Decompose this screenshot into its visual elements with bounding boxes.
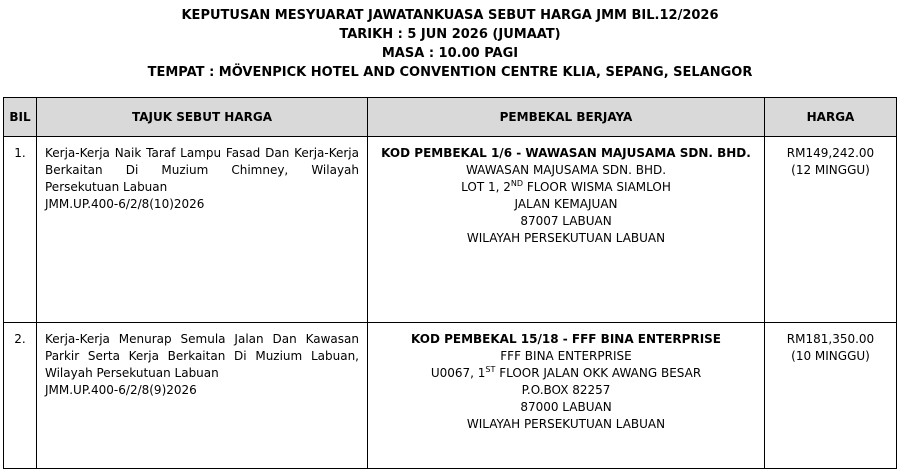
supplier-postcode: 87007 LABUAN — [520, 214, 612, 228]
tender-title-cell — [37, 137, 368, 323]
price-cell — [765, 137, 897, 323]
col-header-pembekal: PEMBEKAL BERJAYA — [368, 98, 765, 137]
tender-reference: JMM.UP.400-6/2/8(10)2026 — [45, 197, 205, 211]
meeting-date: TARIKH : 5 JUN 2026 (JUMAAT) — [339, 27, 561, 42]
price-cell — [765, 323, 897, 469]
supplier-name: WAWASAN MAJUSAMA SDN. BHD. — [465, 163, 667, 177]
supplier-address-line1: LOT 1, 2ND FLOOR WISMA SIAMLOH — [461, 179, 671, 194]
supplier-address-line2: P.O.BOX 82257 — [521, 383, 611, 397]
supplier-code: KOD PEMBEKAL 1/6 - WAWASAN MAJUSAMA SDN. BHD. — [381, 146, 751, 160]
supplier-state: WILAYAH PERSEKUTUAN LABUAN — [466, 417, 666, 431]
meeting-time: MASA : 10.00 PAGI — [381, 46, 519, 61]
tender-title: Kerja-Kerja Menurap Semula Jalan Dan Kawasan Parkir Serta Kerja Berkaitan Di Muzium Labuan, Wilayah Persekutuan Labuan — [45, 332, 359, 380]
row-number: 1. — [4, 137, 37, 323]
supplier-cell — [368, 137, 765, 323]
supplier-address-line1: U0067, 1ST FLOOR JALAN OKK AWANG BESAR — [430, 365, 702, 380]
table-header-row — [4, 98, 897, 137]
col-header-tajuk: TAJUK SEBUT HARGA — [37, 98, 368, 137]
row-number: 2. — [4, 323, 37, 469]
supplier-postcode: 87000 LABUAN — [520, 400, 612, 414]
supplier-state: WILAYAH PERSEKUTUAN LABUAN — [466, 231, 666, 245]
supplier-cell — [368, 323, 765, 469]
price-amount: RM181,350.00 — [786, 332, 875, 346]
meeting-title: KEPUTUSAN MESYUARAT JAWATANKUASA SEBUT HARGA JMM BIL.12/2026 — [181, 8, 719, 23]
tender-title-cell — [37, 323, 368, 469]
tender-reference: JMM.UP.400-6/2/8(9)2026 — [45, 383, 197, 397]
results-table — [3, 97, 897, 469]
table-row — [4, 323, 897, 469]
document-header — [0, 6, 900, 82]
col-header-harga: HARGA — [765, 98, 897, 137]
supplier-address-line2: JALAN KEMAJUAN — [514, 197, 618, 211]
table-row — [4, 137, 897, 323]
price-amount: RM149,242.00 — [786, 146, 875, 160]
supplier-name: FFF BINA ENTERPRISE — [500, 349, 632, 363]
price-duration: (10 MINGGU) — [791, 349, 870, 363]
tender-title: Kerja-Kerja Naik Taraf Lampu Fasad Dan Kerja-Kerja Berkaitan Di Muzium Chimney, Wilayah Persekutuan Labuan — [45, 146, 359, 194]
col-header-bil: BIL — [4, 98, 37, 137]
price-duration: (12 MINGGU) — [791, 163, 870, 177]
meeting-venue: TEMPAT : MÖVENPICK HOTEL AND CONVENTION CENTRE KLIA, SEPANG, SELANGOR — [147, 65, 753, 80]
supplier-code: KOD PEMBEKAL 15/18 - FFF BINA ENTERPRISE — [411, 332, 721, 346]
